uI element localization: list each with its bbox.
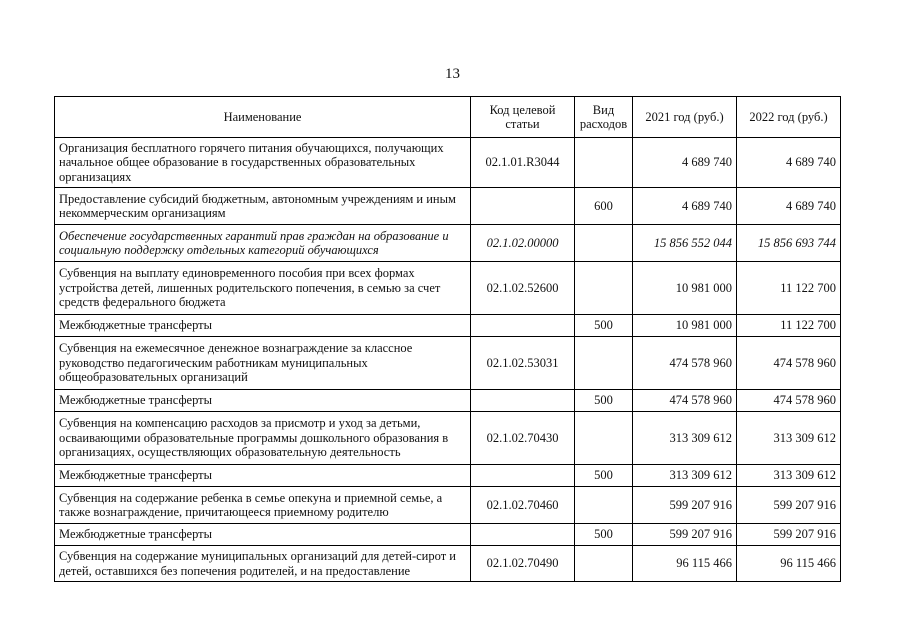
row-name: Межбюджетные трансферты bbox=[55, 465, 471, 487]
row-2022: 11 122 700 bbox=[737, 262, 841, 315]
table-row bbox=[55, 337, 841, 390]
row-code bbox=[471, 465, 575, 487]
row-type bbox=[575, 225, 633, 262]
row-2021: 474 578 960 bbox=[633, 337, 737, 390]
header-type: Вид расходов bbox=[575, 97, 633, 138]
row-2021: 599 207 916 bbox=[633, 524, 737, 546]
row-2022: 15 856 693 744 bbox=[737, 225, 841, 262]
budget-table bbox=[54, 96, 841, 582]
table-row bbox=[55, 487, 841, 524]
row-name: Межбюджетные трансферты bbox=[55, 524, 471, 546]
header-2022: 2022 год (руб.) bbox=[737, 97, 841, 138]
row-code: 02.1.02.70460 bbox=[471, 487, 575, 524]
table-row bbox=[55, 390, 841, 412]
row-type bbox=[575, 138, 633, 188]
row-type bbox=[575, 337, 633, 390]
row-type bbox=[575, 546, 633, 582]
header-code: Код целевой статьи bbox=[471, 97, 575, 138]
row-2022: 474 578 960 bbox=[737, 390, 841, 412]
row-type: 600 bbox=[575, 188, 633, 225]
row-code: 02.1.02.52600 bbox=[471, 262, 575, 315]
row-2022: 11 122 700 bbox=[737, 315, 841, 337]
row-code bbox=[471, 524, 575, 546]
row-2021: 10 981 000 bbox=[633, 315, 737, 337]
row-name: Субвенция на ежемесячное денежное вознаграждение за классное руководство педагогическим работникам муниципальных общеобразовательных организаций bbox=[55, 337, 471, 390]
row-name: Межбюджетные трансферты bbox=[55, 315, 471, 337]
row-code: 02.1.02.70490 bbox=[471, 546, 575, 582]
row-name: Обеспечение государственных гарантий прав граждан на образование и социальную поддержку отдельных категорий обучающихся bbox=[55, 225, 471, 262]
row-type bbox=[575, 412, 633, 465]
row-2021: 599 207 916 bbox=[633, 487, 737, 524]
header-2021: 2021 год (руб.) bbox=[633, 97, 737, 138]
table-row bbox=[55, 315, 841, 337]
row-code: 02.1.01.R3044 bbox=[471, 138, 575, 188]
row-type: 500 bbox=[575, 315, 633, 337]
row-2022: 96 115 466 bbox=[737, 546, 841, 582]
row-code: 02.1.02.00000 bbox=[471, 225, 575, 262]
table-header-row bbox=[55, 97, 841, 138]
row-2022: 4 689 740 bbox=[737, 188, 841, 225]
row-2022: 4 689 740 bbox=[737, 138, 841, 188]
row-2022: 474 578 960 bbox=[737, 337, 841, 390]
row-code bbox=[471, 315, 575, 337]
table-row bbox=[55, 188, 841, 225]
row-2022: 313 309 612 bbox=[737, 412, 841, 465]
row-2021: 15 856 552 044 bbox=[633, 225, 737, 262]
header-name: Наименование bbox=[55, 97, 471, 138]
row-2021: 4 689 740 bbox=[633, 138, 737, 188]
table-row bbox=[55, 138, 841, 188]
row-type: 500 bbox=[575, 390, 633, 412]
row-type: 500 bbox=[575, 465, 633, 487]
row-2022: 599 207 916 bbox=[737, 487, 841, 524]
row-name: Субвенция на выплату единовременного пособия при всех формах устройства детей, лишенных родительского попечения, в семью за счет средств федерального бюджета bbox=[55, 262, 471, 315]
table-row bbox=[55, 262, 841, 315]
row-2021: 474 578 960 bbox=[633, 390, 737, 412]
row-name: Субвенция на компенсацию расходов за присмотр и уход за детьми, осваивающими образовательные программы дошкольного образования в организациях, осуществляющих образовательную деятельность bbox=[55, 412, 471, 465]
table-row bbox=[55, 546, 841, 582]
row-2021: 313 309 612 bbox=[633, 412, 737, 465]
row-code bbox=[471, 390, 575, 412]
row-2022: 599 207 916 bbox=[737, 524, 841, 546]
table-row bbox=[55, 225, 841, 262]
row-2021: 313 309 612 bbox=[633, 465, 737, 487]
row-code bbox=[471, 188, 575, 225]
table-row bbox=[55, 465, 841, 487]
row-type: 500 bbox=[575, 524, 633, 546]
row-2021: 96 115 466 bbox=[633, 546, 737, 582]
table-row bbox=[55, 524, 841, 546]
page-number: 13 bbox=[445, 66, 460, 82]
row-name: Предоставление субсидий бюджетным, автономным учреждениям и иным некоммерческим организациям bbox=[55, 188, 471, 225]
row-name: Межбюджетные трансферты bbox=[55, 390, 471, 412]
row-type bbox=[575, 487, 633, 524]
row-type bbox=[575, 262, 633, 315]
table-row bbox=[55, 412, 841, 465]
row-name: Организация бесплатного горячего питания обучающихся, получающих начальное общее образование в государственных образовательных организациях bbox=[55, 138, 471, 188]
row-2021: 4 689 740 bbox=[633, 188, 737, 225]
row-2021: 10 981 000 bbox=[633, 262, 737, 315]
row-2022: 313 309 612 bbox=[737, 465, 841, 487]
row-name: Субвенция на содержание муниципальных организаций для детей-сирот и детей, оставшихся без попечения родителей, и на предоставление bbox=[55, 546, 471, 582]
row-name: Субвенция на содержание ребенка в семье опекуна и приемной семье, а также вознаграждение, причитающееся приемному родителю bbox=[55, 487, 471, 524]
row-code: 02.1.02.53031 bbox=[471, 337, 575, 390]
row-code: 02.1.02.70430 bbox=[471, 412, 575, 465]
